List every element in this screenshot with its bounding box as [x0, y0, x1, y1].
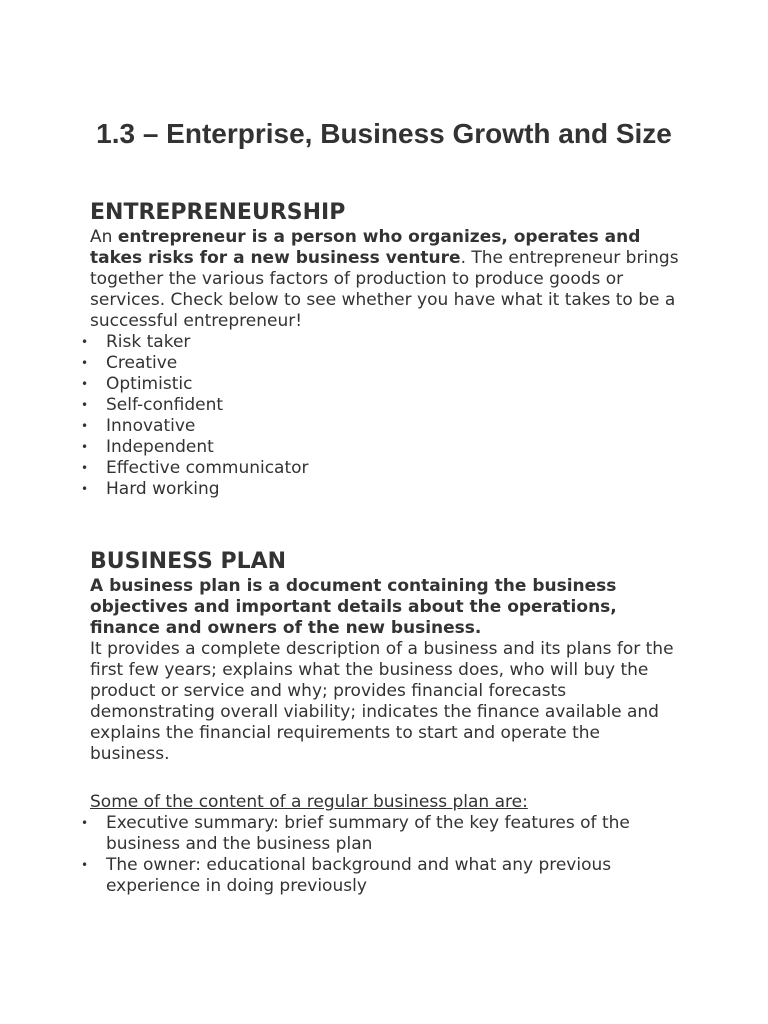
bullet-icon: • [81, 482, 89, 496]
entrepreneurship-heading: ENTREPRENEURSHIP [90, 200, 346, 225]
plan-content-list [81, 813, 680, 897]
bullet-icon: • [81, 377, 89, 391]
plan-item-label: Executive summary: brief summary of the key features of the business and the business plan [106, 813, 630, 854]
intro-prefix: An [90, 227, 118, 247]
trait-label: Risk taker [106, 332, 191, 352]
traits-list [81, 332, 680, 500]
list-item [81, 458, 680, 479]
bullet-icon: • [81, 440, 89, 454]
list-item [81, 374, 680, 395]
business-plan-section [81, 548, 680, 897]
page-title: 1.3 – Enterprise, Business Growth and Size [96, 118, 672, 149]
bullet-icon: • [81, 858, 89, 872]
list-item [81, 813, 680, 855]
trait-label: Effective communicator [106, 458, 309, 478]
list-item [81, 353, 680, 374]
bullet-icon: • [81, 461, 89, 475]
trait-label: Optimistic [106, 374, 193, 394]
entrepreneurship-intro [90, 227, 680, 332]
bullet-icon: • [81, 419, 89, 433]
trait-label: Innovative [106, 416, 196, 436]
bullet-icon: • [81, 398, 89, 412]
list-item [81, 332, 680, 353]
business-plan-definition: A business plan is a document containing the business objectives and important details about the operations, finance and owners of the new business. [90, 576, 617, 638]
trait-label: Independent [106, 437, 214, 457]
business-plan-heading: BUSINESS PLAN [90, 549, 287, 574]
business-plan-description: It provides a complete description of a business and its plans for the first few years; explains what the business does, who will buy the product or service and why; provides financial forecasts demonstrating overall viability; indicates the finance available and explains the financial requirements to start and operate the business. [90, 639, 674, 764]
bullet-icon: • [81, 335, 89, 349]
list-item [81, 395, 680, 416]
list-item [81, 416, 680, 437]
spacer [90, 765, 680, 786]
list-item [81, 437, 680, 458]
bullet-icon: • [81, 816, 89, 830]
entrepreneur-definition: entrepreneur is a person who organizes, operates and takes risks for a new business venture [90, 227, 641, 268]
list-item [81, 479, 680, 500]
trait-label: Self-confident [106, 395, 224, 415]
bullet-icon: • [81, 356, 89, 370]
content-intro: Some of the content of a regular business plan are: [90, 792, 528, 812]
list-item [81, 855, 680, 897]
trait-label: Hard working [106, 479, 220, 499]
plan-item-label: The owner: educational background and what any previous experience in doing previously [106, 855, 612, 896]
trait-label: Creative [106, 353, 178, 373]
intro-rest: . The entrepreneur brings together the various factors of production to produce goods or services. Check below to see whether you have what it takes to be a successful entrepreneur! [90, 248, 679, 331]
entrepreneurship-section [81, 199, 680, 500]
